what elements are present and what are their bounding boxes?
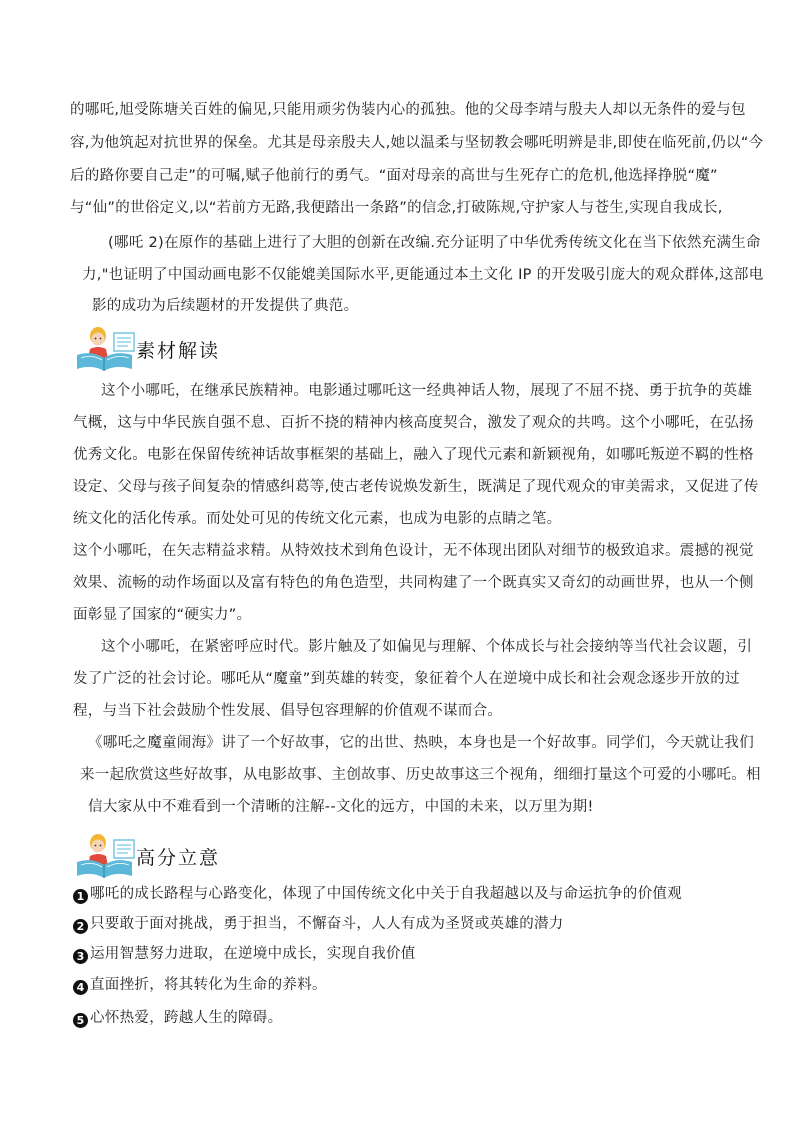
- point-item: [73, 944, 416, 964]
- point-item: [73, 884, 682, 904]
- girl-reading-book-icon: [74, 325, 136, 373]
- point-item: [73, 914, 564, 934]
- point-number: 5: [73, 1013, 88, 1028]
- point-text: 运用智慧努力进取，在逆境中成长，实现自我价值: [90, 946, 416, 962]
- material-line: 统文化的活化传承。而处处可见的传统文化元素，也成为电影的点睛之笔。: [73, 511, 562, 527]
- point-text: 哪吒的成长路程与心路变化，体现了中国传统文化中关于自我超越以及与命运抗争的价值观: [90, 886, 682, 902]
- material-line: 面彰显了国家的“硬实力”。: [73, 607, 252, 623]
- material-line: 《哪吒之魔童闹海》讲了一个好故事，它的出世、热映，本身也是一个好故事。同学们，今天就让我们: [88, 735, 754, 751]
- point-text: 心怀热爱，跨越人生的障碍。: [90, 1010, 283, 1026]
- summary-line: 力,"也证明了中国动画电影不仅能媲美国际水平,更能通过本土文化 IP 的开发吸引庞大的观众群体,这部电: [82, 267, 764, 283]
- material-line: 这个小哪吒，在矢志精益求精。从特效技术到角色设计，无不体现出团队对细节的极致追求。震撼的视觉: [73, 543, 754, 559]
- intro-line: 后的路你要自己走”的可嘱,赋子他前行的勇气。“面对母亲的高世与生死存亡的危机,他选择挣脱“魔”: [70, 168, 718, 184]
- intro-line: 容,为他筑起对抗世界的保垒。尤其是母亲殷夫人,她以温柔与坚韧教会哪吒明辨是非,即使在临死前,仍以“今: [70, 135, 764, 151]
- point-text: 只要敢于面对挑战，勇于担当，不懈奋斗，人人有成为圣贤或英雄的潜力: [90, 916, 564, 932]
- section-title: 高分立意: [136, 847, 221, 869]
- point-number: 2: [73, 919, 88, 934]
- point-number: 1: [73, 889, 88, 904]
- point-item: [73, 975, 327, 995]
- girl-reading-book-icon: [74, 832, 136, 880]
- point-number: 4: [73, 980, 88, 995]
- intro-line: 的哪吒,旭受陈塘关百姓的偏见,只能用顽劣伪装内心的孤独。他的父母李靖与殷夫人却以无条件的爱与包: [70, 102, 746, 118]
- summary-line: (哪吒 2)在原作的基础上进行了大胆的创新在改编.充分证明了中华优秀传统文化在当下依然充满生命: [108, 235, 761, 251]
- intro-line: 与“仙”的世俗定义,以“若前方无路,我便踏出一条路”的信念,打破陈规,守护家人与苍生,实现自我成长,: [70, 200, 723, 216]
- point-text: 直面挫折，将其转化为生命的养料。: [90, 977, 327, 993]
- material-line: 这个小哪吒，在紧密呼应时代。影片触及了如偏见与理解、个体成长与社会接纳等当代社会议题，引: [101, 639, 753, 655]
- point-number: 3: [73, 949, 88, 964]
- section-heading-material: [74, 325, 274, 375]
- material-line: 信大家从中不难看到一个清晰的注解--文化的远方，中国的未来，以万里为期!: [88, 799, 594, 815]
- material-line: 程，与当下社会鼓励个性发展、倡导包容理解的价值观不谋而合。: [73, 703, 503, 719]
- material-line: 来一起欣赏这些好故事，从电影故事、主创故事、历史故事这三个视角，细细打量这个可爱的小哪吒。相: [80, 767, 761, 783]
- section-title: 素材解读: [136, 340, 221, 362]
- summary-line: 影的成功为后续题材的开发提供了典范。: [92, 298, 359, 314]
- point-item: [73, 1008, 282, 1028]
- material-line: 这个小哪吒，在继承民族精神。电影通过哪吒这一经典神话人物，展现了不屈不挠、勇于抗争的英雄: [101, 383, 753, 399]
- material-line: 优秀文化。电影在保留传统神话故事框架的基础上，融入了现代元素和新颖视角，如哪吒叛逆不羁的性格: [73, 447, 754, 463]
- material-line: 气概，这与中华民族自强不息、百折不挠的精神内核高度契合，激发了观众的共鸣。这个小哪吒，在弘扬: [73, 415, 754, 431]
- material-line: 效果、流畅的动作场面以及富有特色的角色造型，共同构建了一个既真实又奇幻的动画世界，也从一个侧: [73, 575, 754, 591]
- section-heading-points: [74, 832, 274, 882]
- material-line: 设定、父母与孩子间复杂的情感纠葛等,使古老传说焕发新生，既满足了现代观众的审美需求，又促进了传: [73, 479, 759, 495]
- material-line: 发了广泛的社会讨论。哪吒从“魔童”到英雄的转变，象征着个人在逆境中成长和社会观念逐步开放的过: [73, 671, 740, 687]
